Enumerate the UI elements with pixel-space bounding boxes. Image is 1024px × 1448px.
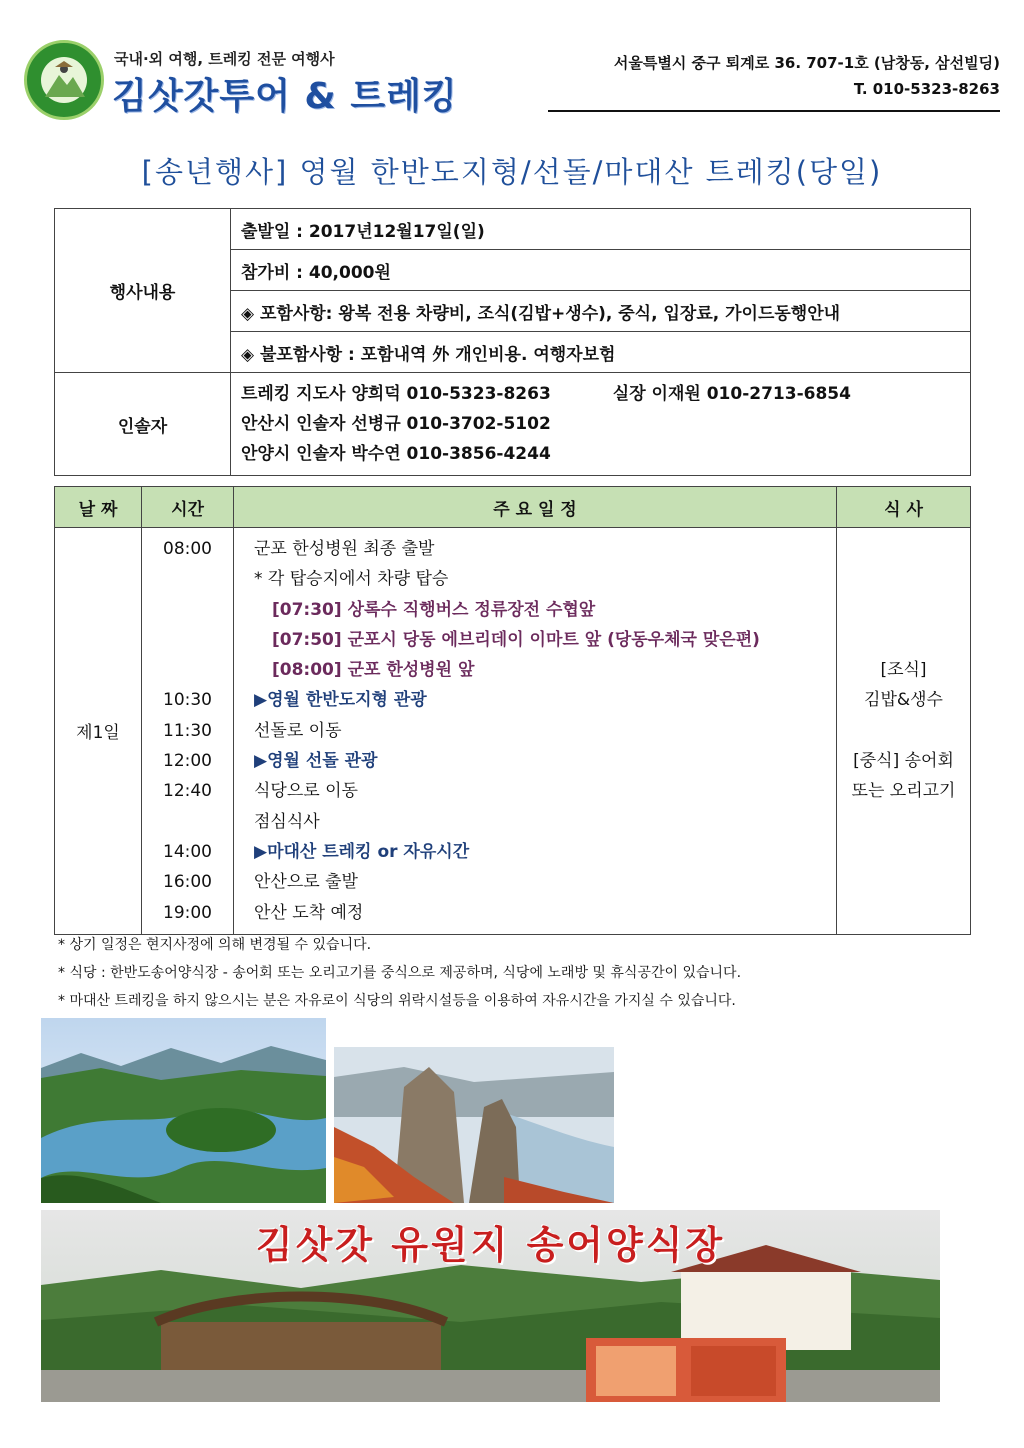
pickup-stop: [07:30] 상록수 직행버스 정류장전 수협앞 [272,599,596,620]
guide-line-2: 안산시 인솔자 선병규 010-3702-5102 [241,414,551,434]
header-time: 시간 [142,487,234,528]
guide-line-1b: 실장 이재원 010-2713-6854 [612,384,851,404]
page-title: [송년행사] 영월 한반도지형/선돌/마대산 트레킹(당일) [141,155,883,189]
time-cell: 10:30 [163,690,212,711]
company-phone: T. 010-5323-8263 [853,80,1000,98]
header-itinerary: 주 요 일 정 [234,487,837,528]
breakfast-menu: 김밥&생수 [864,690,943,711]
included-items: ◈ 포함사항: 왕복 전용 차량비, 조식(김밥+생수), 중식, 입장료, 가이드동행안내 [231,291,971,332]
excluded-items: ◈ 불포함사항 : 포함내역 外 개인비용. 여행자보험 [231,332,971,373]
time-cell [143,564,232,594]
event-label: 행사내용 [55,209,231,373]
participation-fee: 참가비 : 40,000원 [231,250,971,291]
itinerary-item: 점심식사 [254,811,320,832]
time-cell: 19:00 [163,902,212,923]
guides-label: 인솔자 [55,373,231,476]
header-divider [548,110,1000,112]
time-cell: 16:00 [163,872,212,893]
note-item: * 식당 : 한반도송어양식장 - 송어회 또는 오리고기를 중식으로 제공하며, 식당에 노래방 및 휴식공간이 있습니다. [58,965,742,981]
peninsula-landscape-photo [41,1018,326,1203]
event-info-table [54,208,971,476]
note-item: * 마대산 트레킹을 하지 않으시는 분은 자유로이 식당의 위락시설등을 이용하여 자유시간을 가지실 수 있습니다. [58,993,736,1009]
itinerary-item: 선돌로 이동 [254,720,342,741]
itinerary-item: 군포 한성병원 최종 출발 [254,539,435,559]
time-cell: 08:00 [163,539,212,559]
lunch-menu-alt: 또는 오리고기 [851,781,956,802]
meal-column [837,528,971,935]
time-cell [143,655,232,685]
itinerary-item: 안산 도착 예정 [254,902,364,923]
note-item: * 상기 일정은 현지사정에 의해 변경될 수 있습니다. [58,937,372,953]
time-cell [143,595,232,625]
schedule-table [54,486,971,935]
pickup-stop: [08:00] 군포 한성병원 앞 [272,660,475,681]
pickup-stop: [07:50] 군포시 당동 에브리데이 이마트 앞 (당동우체국 맞은편) [272,629,760,650]
time-column [142,528,234,935]
company-name: 김삿갓투어 & 트레킹 [112,76,458,117]
time-cell [143,807,232,837]
rock-pillar-photo [334,1047,614,1203]
itinerary-highlight: ▶마대산 트레킹 or 자유시간 [254,841,470,862]
time-cell [143,625,232,655]
day-label: 제1일 [55,528,142,935]
departure-date: 출발일 : 2017년12월17일(일) [231,209,971,250]
fish-farm-banner [41,1210,940,1402]
company-logo [24,40,104,120]
itinerary-highlight: ▶영월 한반도지형 관광 [254,690,427,711]
itinerary-item: * 각 탑승지에서 차량 탑승 [254,569,449,590]
guides-cell [231,373,971,476]
time-cell: 14:00 [163,841,212,862]
lunch-menu: [중식] 송어회 [853,751,954,772]
time-cell: 12:40 [163,781,212,802]
guide-line-3: 안양시 인솔자 박수연 010-3856-4244 [241,444,551,464]
itinerary-item: 식당으로 이동 [254,781,358,802]
itinerary-highlight: ▶영월 선돌 관광 [254,751,378,772]
time-cell: 11:30 [163,720,212,741]
banner-title: 김삿갓 유원지 송어양식장 [255,1223,726,1267]
time-cell: 12:00 [163,751,212,772]
company-address: 서울특별시 중구 퇴계로 36. 707-1호 (남창동, 삼선빌딩) [613,54,1000,72]
header-meal: 식 사 [837,487,971,528]
itinerary-column [234,528,837,935]
header-date: 날 짜 [55,487,142,528]
company-tagline: 국내·외 여행, 트레킹 전문 여행사 [114,50,335,68]
hiker-icon [41,57,87,103]
notes [58,931,741,1015]
itinerary-item: 안산으로 출발 [254,872,358,893]
breakfast-label: [조식] [880,660,927,681]
guide-line-1: 트레킹 지도사 양희덕 010-5323-8263 [241,384,551,404]
